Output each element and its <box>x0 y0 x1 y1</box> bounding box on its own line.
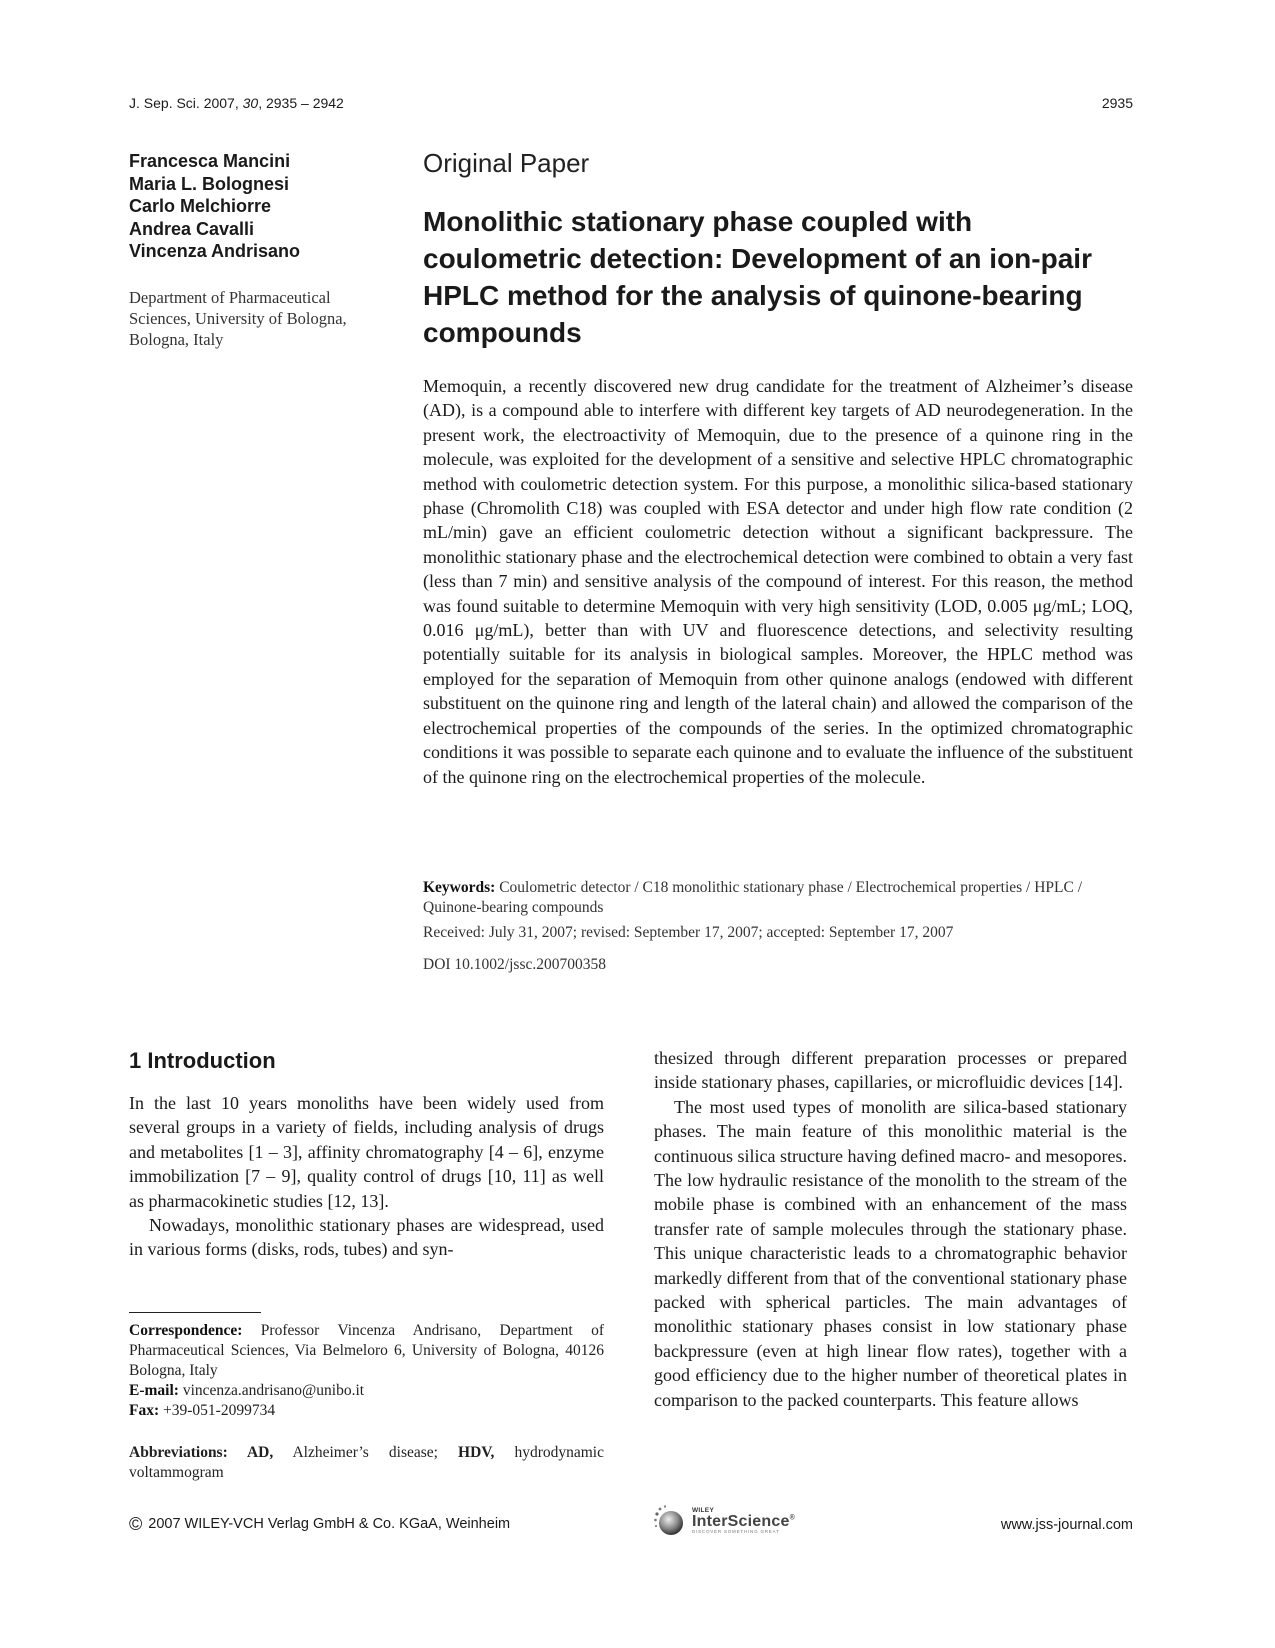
correspondence-footnote <box>129 1321 604 1421</box>
body-paragraph: The most used types of monolith are silica-based stationary phases. The main feature of this monolithic material is the continuous silica structure having defined macro- and mesopores. The low hydraulic resistance of the monolith to the stream of the mobile phase is combined with an enhancement of the mass transfer rate of sample molecules through the stationary phase. This unique characteristic leads to a chromatographic behavior markedly different from that of the conventional stationary phase packed with spherical particles. The main advantages of monolithic stationary phases consist in low stationary phase backpressure (even at high linear flow rates), together with a good efficiency due to the higher number of theoretical plates in comparison to the packed counterparts. This feature allows <box>654 1096 1127 1410</box>
logo-main-word: InterScience <box>692 1513 790 1530</box>
abbreviations-footnote <box>129 1443 604 1483</box>
author-name: Andrea Cavalli <box>129 218 255 239</box>
keywords-label: Keywords: <box>423 879 496 896</box>
body-paragraph: thesized through different preparation processes or prepared inside stationary phases, capillaries, or microfluidic devices [14]. <box>654 1048 1127 1093</box>
article-type: Original Paper <box>423 148 590 178</box>
correspondence-address <box>129 1321 604 1381</box>
logo-tagline: DISCOVER SOMETHING GREAT <box>692 1529 780 1534</box>
citation-pages: , 2935 – 2942 <box>258 95 344 111</box>
abbreviation-definition: Alzheimer’s disease; <box>273 1444 459 1461</box>
running-header-citation <box>129 95 344 111</box>
body-paragraph: In the last 10 years monoliths have been widely used from several groups in a variety of fields, including analysis of drugs and metabolites [1 – 3], affinity chromatography [4 – 6], enzyme immobilization [7 – 9], quality control of drugs [10, 11] as well as pharmacokinetic studies [12, 13]. <box>129 1093 604 1211</box>
fax-label: Fax: <box>129 1402 160 1419</box>
affiliation-line: Bologna, Italy <box>129 330 224 349</box>
author-name: Carlo Melchiorre <box>129 196 272 216</box>
logo-small-text: WILEY <box>692 1506 715 1514</box>
footer-copyright <box>129 1515 510 1533</box>
registered-mark: ® <box>789 1514 795 1522</box>
title-line: Monolithic stationary phase coupled with <box>423 206 973 237</box>
abbreviations-label: Abbreviations: <box>129 1444 228 1461</box>
email-address: vincenza.andrisano@unibo.it <box>178 1382 365 1399</box>
received-dates: Received: July 31, 2007; revised: September 17, 2007; accepted: September 17, 2007 <box>423 924 954 941</box>
author-list <box>129 150 300 263</box>
abbreviation-definition: hydrodynamic voltammogram <box>129 1444 604 1481</box>
keywords-text: Coulometric detector / C18 monolithic stationary phase / Electrochemical properties / HPLC / Quinone-bearing compounds <box>423 879 1083 916</box>
paper-title <box>423 203 1123 351</box>
section-heading-introduction: 1 Introduction <box>129 1048 276 1073</box>
affiliation <box>129 287 389 350</box>
abstract: Memoquin, a recently discovered new drug candidate for the treatment of Alzheimer’s disease (AD), is a compound able to interfere with different key targets of AD neurodegeneration. In the present work, the electroactivity of Memoquin, due to the presence of a quinone ring in the molecule, was exploited for the development of a sensitive and selective HPLC chromatographic method with coulometric detection system. For this purpose, a monolithic silica-based stationary phase (Chromolith C18) was coupled with ESA detector and under high flow rate condition (2 mL/min) gave an efficient coulometric detection without a significant backpressure. The monolithic stationary phase and the electrochemical detection were combined to obtain a very fast (less than 7 min) and sensitive analysis of the compound of interest. For this reason, the method was found suitable to determine Memoquin with very high sensitivity (LOD, 0.005 μg/mL; LOQ, 0.016 μg/mL), better than with UV and fluorescence detections, and selectivity resulting potentially suitable for its analysis in biological samples. Moreover, the HPLC method was employed for the separation of Memoquin from other quinone analogs (endowed with different substituent on the quinone ring and length of the lateral chain) and allowed the comparison of the electrochemical properties of the compounds of the series. In the optimized chromatographic conditions it was possible to separate each quinone and to evaluate the influence of the substituent of the quinone ring on the electrochemical properties of the molecule. <box>423 376 1133 787</box>
body-column-left <box>129 1091 604 1262</box>
title-line: coulometric detection: Development of an ion-pair <box>423 243 1092 274</box>
citation-prefix: J. Sep. Sci. 2007, <box>129 95 243 111</box>
keywords <box>423 878 1133 918</box>
title-line: HPLC method for the analysis of quinone-bearing <box>423 280 1083 311</box>
email-label: E-mail: <box>129 1382 179 1399</box>
copyright-icon: © <box>129 1514 143 1534</box>
logo-main-text <box>692 1514 795 1530</box>
globe-icon <box>652 1503 688 1539</box>
journal-url[interactable]: www.jss-journal.com <box>1000 1517 1133 1533</box>
body-paragraph: Nowadays, monolithic stationary phases are widespread, used in various forms (disks, rods, tubes) and syn- <box>129 1215 604 1260</box>
abbreviation-term: AD, <box>227 1444 274 1461</box>
abbreviation-term: HDV, <box>458 1444 495 1461</box>
title-line: compounds <box>423 317 582 348</box>
citation-volume: 30 <box>242 95 259 111</box>
body-column-right <box>654 1046 1127 1412</box>
affiliation-line: Sciences, University of Bologna, <box>129 309 347 328</box>
logo-wordmark <box>692 1508 795 1535</box>
doi: DOI 10.1002/jssc.200700358 <box>423 956 606 973</box>
correspondence-text: Professor Vincenza Andrisano, Department of Pharmaceutical Sciences, Via Belmeloro 6, University of Bologna, 40126 Bologna, Italy <box>129 1322 604 1379</box>
fax-line <box>129 1401 604 1421</box>
email-line <box>129 1381 604 1401</box>
footnote-divider <box>129 1312 261 1313</box>
copyright-text: 2007 WILEY-VCH Verlag GmbH & Co. KGaA, Weinheim <box>148 1516 511 1532</box>
wiley-interscience-logo <box>652 1502 802 1540</box>
fax-number: +39-051-2099734 <box>159 1402 276 1419</box>
author-name: Maria L. Bolognesi <box>129 173 290 194</box>
author-name: Vincenza Andrisano <box>129 241 301 261</box>
affiliation-line: Department of Pharmaceutical <box>129 288 331 307</box>
author-name: Francesca Mancini <box>129 151 291 171</box>
running-header-page-number: 2935 <box>1101 95 1133 111</box>
correspondence-label: Correspondence: <box>129 1322 243 1339</box>
